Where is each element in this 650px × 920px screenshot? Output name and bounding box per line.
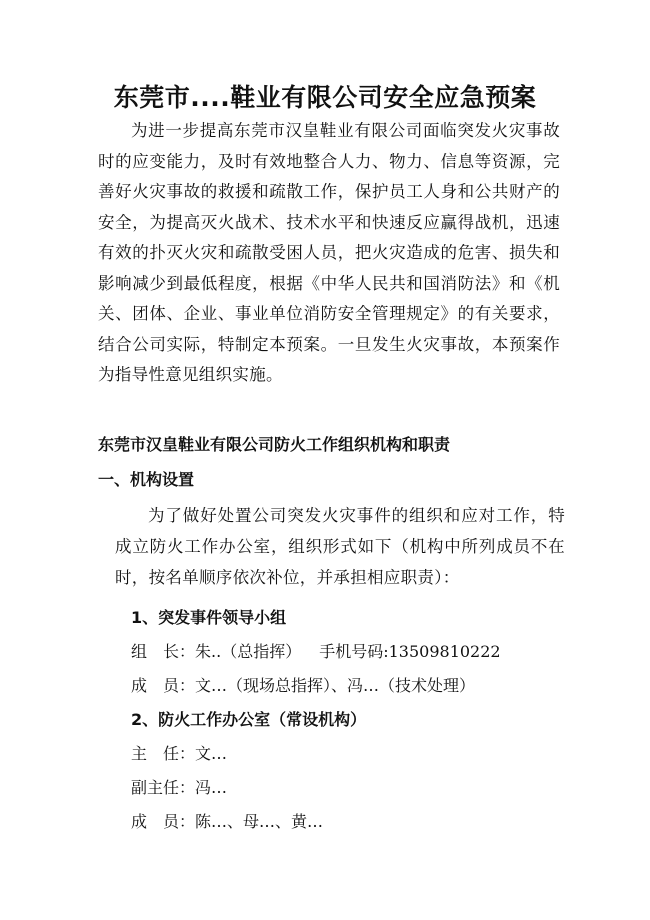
- group1-leader-line: [131, 640, 501, 664]
- section1-body: 为了做好处置公司突发火灾事件的组织和应对工作，特成立防火工作办公室，组织形式如下（机构中所列成员不在时，按名单顺序依次补位，并承担相应职责）：: [115, 506, 565, 587]
- group2-members-line: [131, 810, 323, 834]
- group2-director-value: 文…: [195, 744, 228, 763]
- group1-members-value: 文…（现场总指挥）、冯…（技术处理）: [195, 676, 476, 695]
- org-heading: 东莞市汉皇鞋业有限公司防火工作组织机构和职责: [98, 435, 451, 454]
- group1-leader-value: 朱..（总指挥）: [195, 642, 302, 661]
- group1-phone-value: 13509810222: [388, 642, 501, 661]
- group1-phone-label: 手机号码:: [319, 642, 389, 661]
- group2-heading: 2、防火工作办公室（常设机构）: [131, 710, 367, 729]
- intro-paragraph: 为进一步提高东莞市汉皇鞋业有限公司面临突发火灾事故时的应变能力，及时有效地整合人力、物力、信息等资源，完善好火灾事故的救援和疏散工作，保护员工人身和公共财产的安全，为提高灭火战术、技术水平和快速反应赢得战机，迅速有效的扑灭火灾和疏散受困人员，把火灾造成的危害、损失和影响减少到最低程度，根据《中华人民共和国消防法》和《机关、团体、企业、事业单位消防安全管理规定》的有关要求，结合公司实际，特制定本预案。一旦发生火灾事故，本预案作为指导性意见组织实施。: [98, 121, 560, 384]
- section1-heading: 一、机构设置: [98, 470, 195, 489]
- group1-heading: 1、突发事件领导小组: [131, 608, 287, 627]
- group2-members-label: 成 员：: [131, 812, 196, 831]
- group2-director-label: 主 任：: [131, 744, 196, 763]
- group2-members-value: 陈…、母…、黄…: [195, 812, 324, 831]
- document-title: 东莞市....鞋业有限公司安全应急预案: [113, 83, 537, 112]
- group2-deputy-value: 冯…: [195, 778, 228, 797]
- group2-deputy-label: 副主任：: [131, 778, 196, 797]
- group1-members-label: 成 员：: [131, 676, 196, 695]
- group1-members-line: [131, 674, 475, 698]
- group2-deputy-line: [131, 776, 227, 800]
- group2-director-line: [131, 742, 227, 766]
- group1-leader-label: 组 长：: [131, 642, 196, 661]
